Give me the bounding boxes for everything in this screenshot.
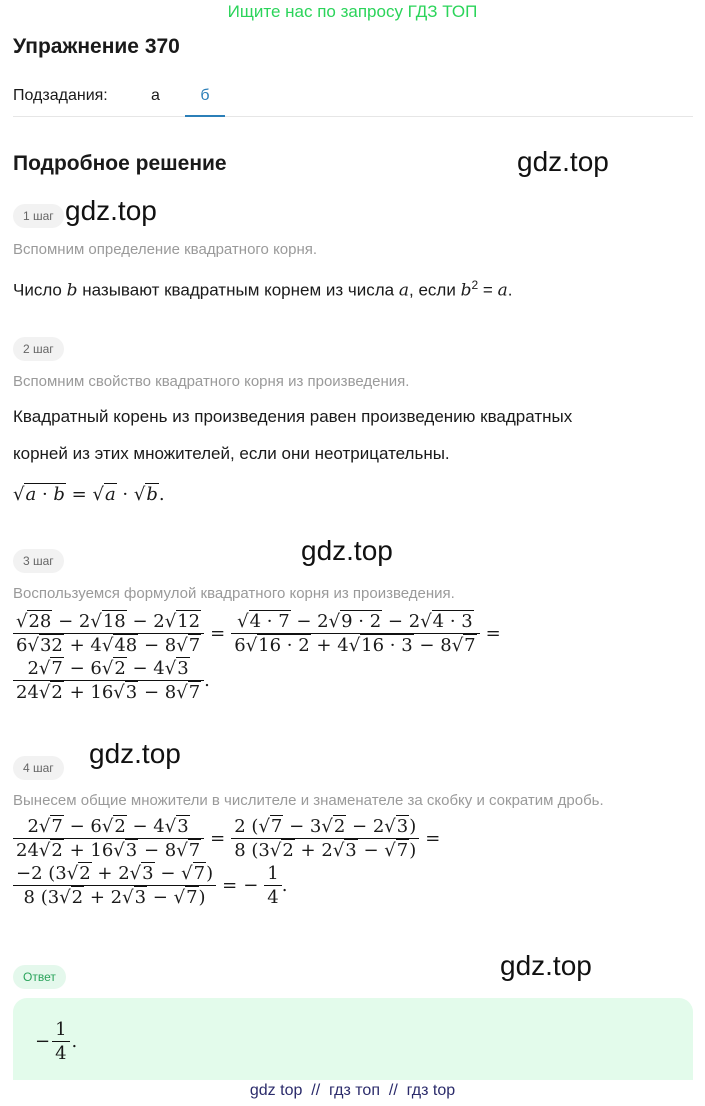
text-fragment: . (507, 280, 513, 300)
math-equals: = (482, 280, 493, 300)
step-hint: Вынесем общие множители в числителе и знаменателе за скобку и сократим дробь. (13, 792, 604, 809)
page-title: Упражнение 370 (13, 35, 180, 58)
step-badge: 1 шаг (13, 204, 64, 228)
answer-numerator: 1 (52, 1018, 69, 1042)
top-banner: Ищите нас по запросу ГДЗ ТОП (227, 2, 478, 21)
tab-a[interactable]: а (151, 87, 160, 104)
math-exponent: 2 (471, 278, 479, 292)
math-var: b (460, 280, 472, 301)
answer-dot: . (71, 1031, 78, 1052)
tab-b[interactable]: б (185, 87, 225, 117)
step-badge: 4 шаг (13, 756, 64, 780)
answer-sign: − (35, 1031, 51, 1052)
step-text-line: корней из этих множителей, если они неотрицательны. (13, 444, 450, 463)
watermark: gdz.top (89, 738, 181, 769)
math-var: a (398, 280, 410, 301)
step-text-line: Квадратный корень из произведения равен произведению квадратных (13, 407, 573, 426)
step-hint: Вспомним определение квадратного корня. (13, 241, 318, 258)
watermark: gdz.top (517, 146, 609, 177)
watermark: gdz.top (65, 195, 157, 226)
step-badge: 2 шаг (13, 337, 64, 361)
text-fragment: называют квадратным корнем из числа (82, 280, 395, 300)
text-fragment: Число (13, 280, 62, 300)
answer-denominator: 4 (55, 1043, 67, 1064)
subtasks-bar (13, 84, 693, 117)
section-title: Подробное решение (13, 152, 227, 175)
answer-badge: Ответ (13, 965, 66, 989)
math-var: b (66, 280, 78, 301)
answer-formula (35, 1018, 77, 1065)
watermark: gdz.top (301, 535, 393, 566)
step-hint: Вспомним свойство квадратного корня из произведения. (13, 373, 410, 390)
watermark: gdz.top (500, 950, 592, 981)
step-hint: Воспользуемся формулой квадратного корня из произведения. (13, 585, 455, 602)
text-fragment: , если (409, 280, 456, 300)
step-text (13, 274, 512, 302)
step-badge: 3 шаг (13, 549, 64, 573)
math-var: a (497, 280, 508, 301)
formula-step3: √28 − 2√18 − 2√12 6√32 + 4√48 − 8√7 = √4 · 7 − 2√9 · 2 − 2√4 · 3 6√16 · 2 + 4√16 · 3 − 8√7 = 2√7 − 6√2 − 4√3 24√2 + 16√3 − 8√7 . (13, 610, 501, 704)
subtasks-label: Подзадания: (13, 87, 108, 104)
footer-links[interactable]: gdz top // гдз топ // гдз top (249, 1082, 456, 1099)
answer-box (13, 998, 693, 1080)
formula-step4: 2√7 − 6√2 − 4√3 24√2 + 16√3 − 8√7 = 2 (√7 − 3√2 − 2√3) 8 (3√2 + 2√3 − √7) = −2 (3√2 + 2√3 − √7) 8 (3√2 + 2√3 − √7) = − 1 4 . (13, 815, 440, 909)
formula-sqrt-product: √a · b = √a · √b. (13, 484, 165, 505)
